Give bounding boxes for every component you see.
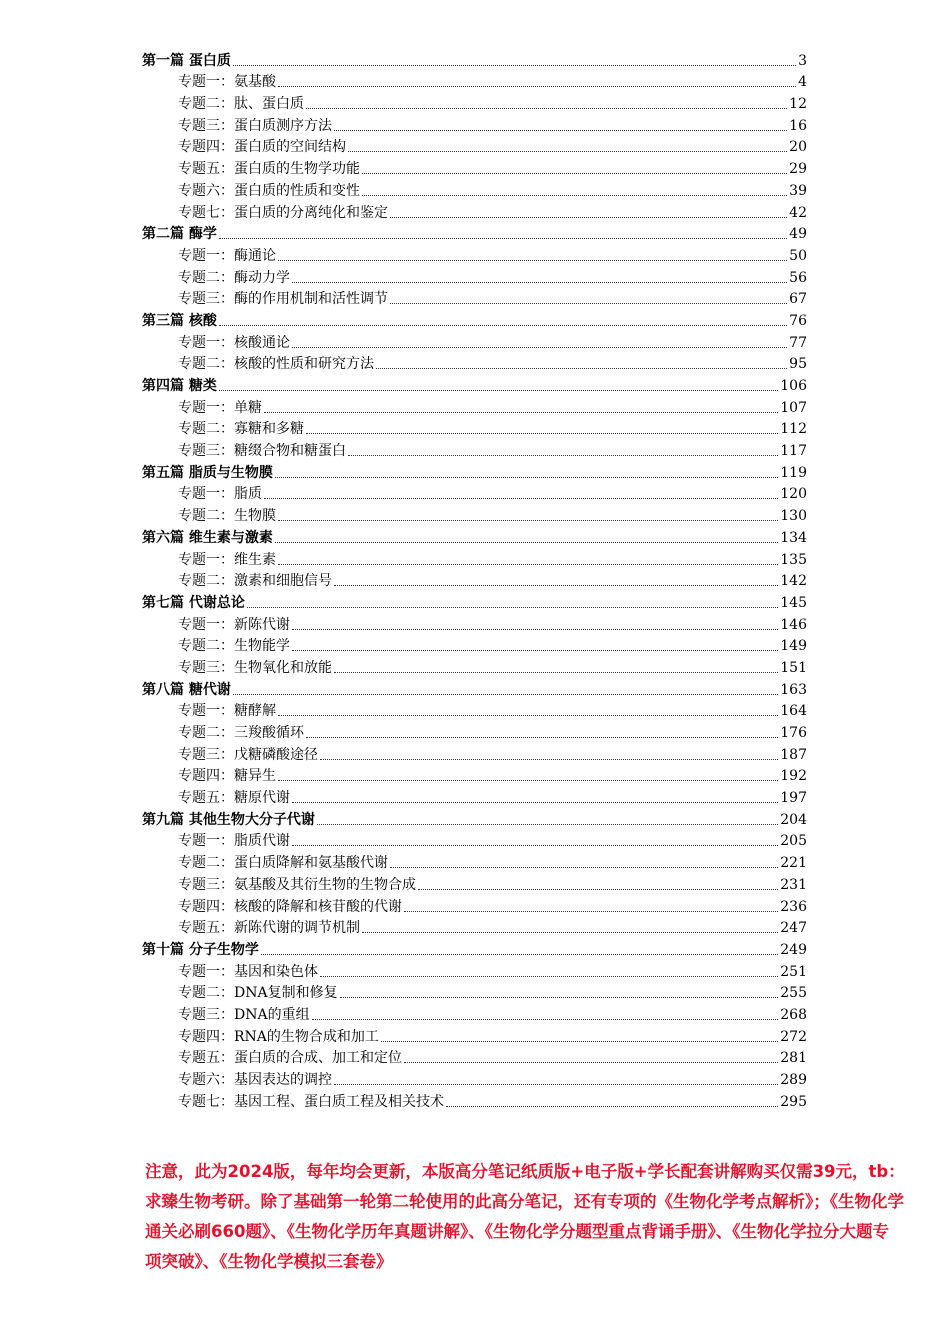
topic-title: 专题七：基因工程、蛋白质工程及相关技术: [178, 1093, 444, 1110]
toc-topic-entry[interactable]: [142, 1002, 807, 1024]
toc-topic-entry[interactable]: [142, 352, 807, 374]
toc-topic-entry[interactable]: [142, 547, 807, 569]
page-number: 76: [789, 312, 807, 329]
topic-title: 专题七：蛋白质的分离纯化和鉴定: [178, 204, 388, 221]
dot-leader: [233, 65, 796, 66]
dot-leader: [233, 694, 778, 695]
part-title: 第九篇 其他生物大分子代谢: [142, 811, 315, 828]
dot-leader: [275, 477, 778, 478]
page-number: 12: [789, 96, 807, 113]
toc-topic-entry[interactable]: [142, 113, 807, 135]
dot-leader: [390, 217, 787, 218]
dot-leader: [219, 238, 787, 239]
page-number: 236: [780, 898, 807, 915]
topic-title: 专题一：脂质代谢: [178, 833, 290, 850]
part-title: 第二篇 酶学: [142, 226, 217, 243]
toc-part-entry[interactable]: [142, 590, 807, 612]
topic-title: 专题一：基因和染色体: [178, 963, 318, 980]
dot-leader: [292, 845, 778, 846]
dot-leader: [390, 867, 778, 868]
dot-leader: [292, 629, 778, 630]
toc-topic-entry[interactable]: [142, 785, 807, 807]
toc-topic-entry[interactable]: [142, 330, 807, 352]
page-number: 204: [780, 811, 807, 828]
page-number: 4: [798, 74, 807, 91]
page-number: 67: [789, 291, 807, 308]
topic-title: 专题四：糖异生: [178, 768, 276, 785]
toc-topic-entry[interactable]: [142, 981, 807, 1003]
dot-leader: [278, 86, 796, 87]
page-number: 39: [789, 182, 807, 199]
topic-title: 专题二：寡糖和多糖: [178, 421, 304, 438]
page-number: 231: [780, 876, 807, 893]
page-number: 106: [780, 378, 807, 394]
topic-title: 专题一：氨基酸: [178, 74, 276, 91]
dot-leader: [264, 412, 778, 413]
dot-leader: [219, 390, 778, 391]
page-number: 112: [780, 421, 807, 438]
page-number: 176: [780, 725, 807, 741]
topic-title: 专题六：蛋白质的性质和变性: [178, 182, 360, 199]
dot-leader: [317, 824, 778, 825]
page-number: 145: [780, 594, 807, 611]
page-number: 163: [780, 681, 807, 698]
toc-part-entry[interactable]: [142, 525, 807, 547]
page-number: 149: [780, 638, 807, 655]
topic-title: 专题一：脂质: [178, 486, 262, 503]
toc-topic-entry[interactable]: [142, 70, 807, 92]
dot-leader: [264, 498, 778, 499]
topic-title: 专题四：蛋白质的空间结构: [178, 139, 346, 156]
page-number: 16: [789, 117, 807, 134]
toc-part-entry[interactable]: [142, 48, 807, 70]
page-number: 197: [780, 790, 807, 807]
page-number: 221: [780, 855, 807, 872]
topic-title: 专题四：RNA的生物合成和加工: [178, 1028, 379, 1045]
toc-topic-entry[interactable]: [142, 872, 807, 894]
toc-topic-entry[interactable]: [142, 287, 807, 309]
toc-part-entry[interactable]: [142, 308, 807, 330]
toc-topic-entry[interactable]: [142, 764, 807, 786]
toc-topic-entry[interactable]: [142, 742, 807, 764]
page-number: 151: [780, 659, 807, 676]
part-title: 第十篇 分子生物学: [142, 941, 259, 958]
page-number: 295: [780, 1093, 807, 1110]
page-number: 164: [780, 703, 807, 720]
topic-title: 专题一：核酸通论: [178, 334, 290, 351]
page-number: 119: [780, 464, 807, 481]
dot-leader: [312, 1019, 779, 1020]
page-number: 29: [789, 161, 807, 178]
page-number: 289: [780, 1072, 807, 1088]
page-number: 56: [789, 269, 807, 286]
page-number: 281: [780, 1050, 807, 1067]
topic-title: 专题二：DNA复制和修复: [178, 985, 338, 1002]
dot-leader: [381, 1041, 778, 1042]
toc-topic-entry[interactable]: [142, 569, 807, 591]
toc-part-entry[interactable]: [142, 937, 807, 959]
page-number: 187: [780, 746, 807, 763]
toc-topic-entry[interactable]: [142, 1024, 807, 1046]
part-title: 第一篇 蛋白质: [142, 52, 231, 69]
toc-topic-entry[interactable]: [142, 482, 807, 504]
topic-title: 专题二：三羧酸循环: [178, 725, 304, 741]
promo-note: 注意，此为2024版，每年均会更新，本版高分笔记纸质版+电子版+学长配套讲解购买仅需39元，tb：求臻生物考研。除了基础第一轮第二轮使用的此高分笔记，还有专项的《生物化学考点解析》；《生物化学通关必刷660题》、《生物化学历年真题讲解》、《生物化学分题型重点背诵手册》、《生物化学拉分大题专项突破》、《生物化学模拟三套卷》: [145, 1162, 905, 1271]
dot-leader: [278, 715, 778, 716]
dot-leader: [334, 672, 778, 673]
page-number: 135: [780, 551, 807, 568]
topic-title: 专题二：生物能学: [178, 638, 290, 655]
topic-title: 专题四：核酸的降解和核苷酸的代谢: [178, 898, 402, 915]
topic-title: 专题五：糖原代谢: [178, 790, 290, 807]
page-number: 247: [780, 920, 807, 937]
dot-leader: [292, 802, 778, 803]
part-title: 第三篇 核酸: [142, 312, 217, 329]
page-number: 146: [780, 616, 807, 633]
part-title: 第六篇 维生素与激素: [142, 529, 273, 546]
topic-title: 专题六：基因表达的调控: [178, 1072, 332, 1088]
dot-leader: [320, 759, 778, 760]
topic-title: 专题二：蛋白质降解和氨基酸代谢: [178, 855, 388, 872]
topic-title: 专题三：生物氧化和放能: [178, 659, 332, 676]
dot-leader: [306, 737, 778, 738]
toc-topic-entry[interactable]: [142, 1067, 807, 1089]
topic-title: 专题二：生物膜: [178, 508, 276, 525]
toc-part-entry[interactable]: [142, 373, 807, 395]
toc-topic-entry[interactable]: [142, 178, 807, 200]
page-number: 268: [780, 1006, 807, 1023]
toc-topic-entry[interactable]: [142, 265, 807, 287]
topic-title: 专题三：DNA的重组: [178, 1006, 310, 1023]
toc-topic-entry[interactable]: [142, 916, 807, 938]
toc-topic-entry[interactable]: [142, 243, 807, 265]
page-number: 42: [789, 204, 807, 221]
dot-leader: [219, 325, 787, 326]
toc-topic-entry[interactable]: [142, 850, 807, 872]
dot-leader: [334, 130, 787, 131]
dot-leader: [278, 564, 778, 565]
page-number: 49: [789, 226, 807, 243]
page-number: 117: [780, 443, 807, 460]
part-title: 第五篇 脂质与生物膜: [142, 464, 273, 481]
page-number: 192: [780, 768, 807, 785]
page-number: 50: [789, 247, 807, 264]
dot-leader: [404, 911, 778, 912]
toc-topic-entry[interactable]: [142, 135, 807, 157]
dot-leader: [446, 1106, 778, 1107]
page-number: 249: [780, 941, 807, 958]
page-number: 20: [789, 139, 807, 156]
page-number: 251: [780, 963, 807, 980]
toc-topic-entry[interactable]: [142, 1089, 807, 1111]
topic-title: 专题三：戊糖磷酸途径: [178, 746, 318, 763]
dot-leader: [292, 650, 778, 651]
dot-leader: [390, 303, 787, 304]
page-number: 272: [780, 1028, 807, 1045]
dot-leader: [278, 520, 778, 521]
page-number: 255: [780, 985, 807, 1002]
topic-title: 专题三：酶的作用机制和活性调节: [178, 291, 388, 308]
dot-leader: [334, 1084, 778, 1085]
part-title: 第七篇 代谢总论: [142, 594, 245, 611]
dot-leader: [362, 195, 787, 196]
dot-leader: [278, 260, 787, 261]
topic-title: 专题一：糖酵解: [178, 703, 276, 720]
toc-topic-entry[interactable]: [142, 1046, 807, 1068]
topic-title: 专题一：单糖: [178, 399, 262, 416]
page-number: 95: [789, 356, 807, 373]
dot-leader: [292, 347, 787, 348]
toc-topic-entry[interactable]: [142, 894, 807, 916]
toc-part-entry[interactable]: [142, 677, 807, 699]
toc-topic-entry[interactable]: [142, 612, 807, 634]
toc-part-entry[interactable]: [142, 222, 807, 244]
toc-part-entry[interactable]: [142, 460, 807, 482]
toc-topic-entry[interactable]: [142, 699, 807, 721]
topic-title: 专题二：酶动力学: [178, 269, 290, 286]
toc-topic-entry[interactable]: [142, 720, 807, 742]
topic-title: 专题二：激素和细胞信号: [178, 573, 332, 590]
dot-leader: [292, 282, 787, 283]
topic-title: 专题五：蛋白质的生物学功能: [178, 161, 360, 178]
page-number: 77: [789, 334, 807, 351]
dot-leader: [275, 542, 778, 543]
topic-title: 专题二：肽、蛋白质: [178, 96, 304, 113]
toc-part-entry[interactable]: [142, 807, 807, 829]
dot-leader: [306, 433, 778, 434]
part-title: 第四篇 糖类: [142, 378, 217, 394]
toc-topic-entry[interactable]: [142, 634, 807, 656]
toc-topic-entry[interactable]: [142, 829, 807, 851]
table-of-contents: [142, 48, 807, 1111]
toc-topic-entry[interactable]: [142, 395, 807, 417]
topic-title: 专题一：新陈代谢: [178, 616, 290, 633]
page-number: 3: [798, 52, 807, 69]
toc-topic-entry[interactable]: [142, 156, 807, 178]
toc-topic-entry[interactable]: [142, 438, 807, 460]
page-number: 205: [780, 833, 807, 850]
toc-topic-entry[interactable]: [142, 417, 807, 439]
toc-topic-entry[interactable]: [142, 91, 807, 113]
toc-topic-entry[interactable]: [142, 655, 807, 677]
dot-leader: [376, 368, 787, 369]
part-title: 第八篇 糖代谢: [142, 681, 231, 698]
topic-title: 专题三：糖缀合物和糖蛋白: [178, 443, 346, 460]
dot-leader: [334, 585, 778, 586]
topic-title: 专题三：蛋白质测序方法: [178, 117, 332, 134]
page-number: 107: [780, 399, 807, 416]
page-number: 142: [780, 573, 807, 590]
dot-leader: [340, 997, 779, 998]
topic-title: 专题三：氨基酸及其衍生物的生物合成: [178, 876, 416, 893]
dot-leader: [306, 108, 787, 109]
dot-leader: [261, 954, 778, 955]
dot-leader: [278, 780, 778, 781]
page-number: 130: [780, 508, 807, 525]
topic-title: 专题一：维生素: [178, 551, 276, 568]
toc-topic-entry[interactable]: [142, 200, 807, 222]
dot-leader: [404, 1062, 778, 1063]
page-number: 120: [780, 486, 807, 503]
dot-leader: [247, 607, 778, 608]
topic-title: 专题二：核酸的性质和研究方法: [178, 356, 374, 373]
dot-leader: [348, 455, 778, 456]
dot-leader: [320, 976, 778, 977]
topic-title: 专题一：酶通论: [178, 247, 276, 264]
dot-leader: [362, 932, 778, 933]
topic-title: 专题五：新陈代谢的调节机制: [178, 920, 360, 937]
dot-leader: [418, 889, 778, 890]
toc-topic-entry[interactable]: [142, 959, 807, 981]
dot-leader: [348, 151, 787, 152]
dot-leader: [362, 173, 787, 174]
toc-topic-entry[interactable]: [142, 503, 807, 525]
topic-title: 专题五：蛋白质的合成、加工和定位: [178, 1050, 402, 1067]
page-number: 134: [780, 529, 807, 546]
